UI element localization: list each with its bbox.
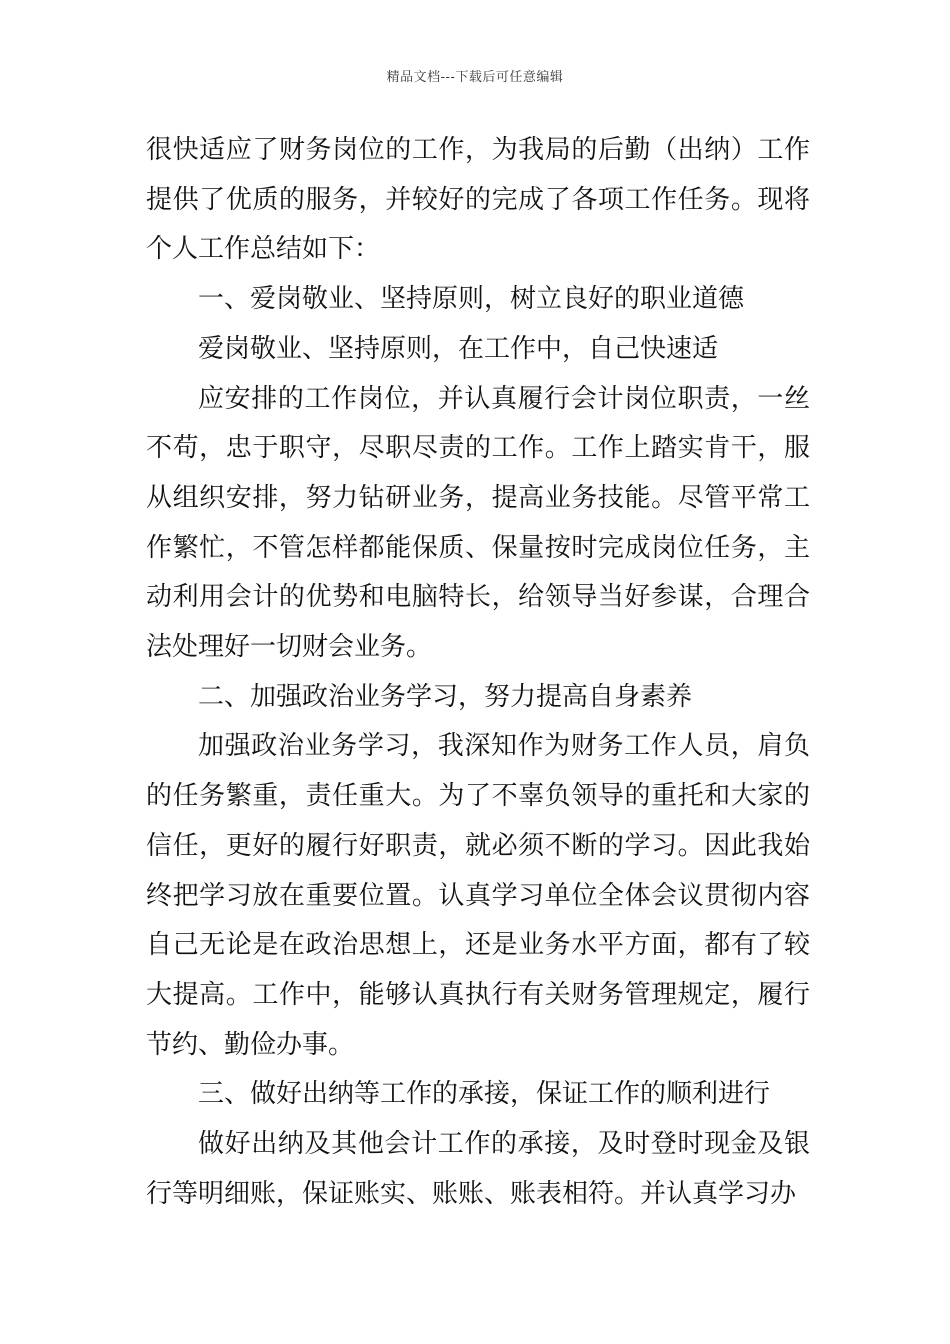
section-heading-2: 二、加强政治业务学习，努力提高自身素养 [198, 681, 693, 712]
paragraph-section-1-body: 应安排的工作岗位，并认真履行会计岗位职责，一丝不苟，忠于职守，尽职尽责的工作。工作上踏实肯干，服从组织安排，努力钻研业务，提高业务技能。尽管平常工作繁忙，不管怎样都能保质、保量按时完成岗位任务，主动利用会计的优势和电脑特长，给领导当好参谋，合理合法处理好一切财会业务。 [146, 383, 810, 663]
paragraph-section-2-body: 加强政治业务学习，我深知作为财务工作人员，肩负的任务繁重，责任重大。为了不辜负领导的重托和大家的信任，更好的履行好职责，就必须不断的学习。因此我始终把学习放在重要位置。认真学习单位全体会议贯彻内容自己无论是在政治思想上，还是业务水平方面，都有了较大提高。工作中，能够认真执行有关财务管理规定，履行节约、勤俭办事。 [146, 731, 810, 1060]
paragraph-intro: 很快适应了财务岗位的工作，为我局的后勤（出纳）工作提供了优质的服务，并较好的完成了各项工作任务。现将个人工作总结如下： [146, 135, 810, 265]
page-header: 精品文档---下载后可任意编辑 [386, 70, 564, 85]
section-heading-1: 一、爱岗敬业、坚持原则，树立良好的职业道德 [198, 284, 745, 315]
section-heading-3: 三、做好出纳等工作的承接，保证工作的顺利进行 [198, 1079, 771, 1110]
paragraph-section-3-body: 做好出纳及其他会计工作的承接，及时登时现金及银行等明细账，保证账实、账账、账表相符。并认真学习办 [146, 1129, 810, 1209]
paragraph-section-1-lead: 爱岗敬业、坚持原则，在工作中，自己快速适 [198, 333, 719, 364]
document-body [146, 126, 810, 1219]
